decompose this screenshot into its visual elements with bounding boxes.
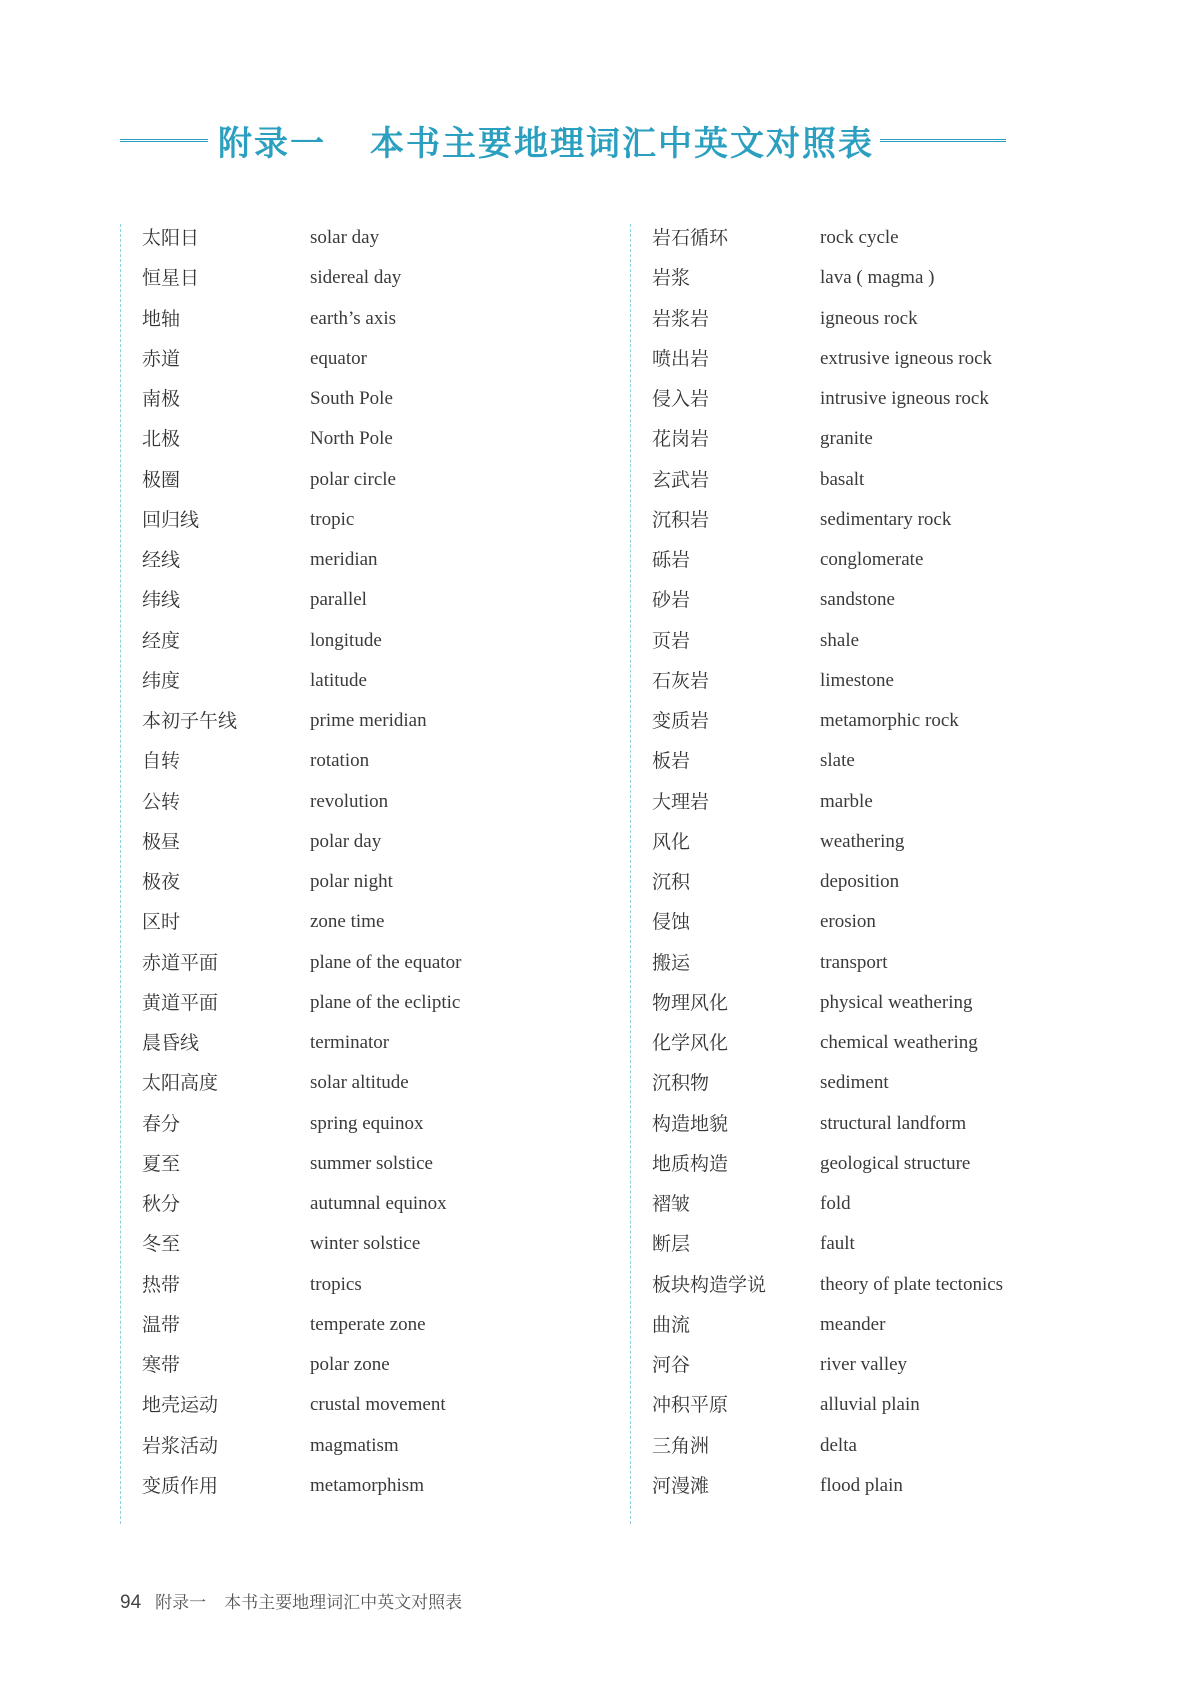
glossary-column-left	[120, 224, 590, 1524]
term-english: plane of the ecliptic	[310, 991, 461, 1013]
term-chinese: 热带	[142, 1273, 181, 1296]
glossary-column-right	[630, 224, 1100, 1524]
term-english: summer solstice	[310, 1152, 433, 1174]
term-english: extrusive igneous rock	[820, 347, 993, 369]
term-chinese: 区时	[142, 911, 181, 934]
glossary-list-right	[652, 226, 1003, 1514]
glossary-entry	[652, 790, 1003, 830]
term-chinese: 砂岩	[652, 589, 691, 612]
term-english: terminator	[310, 1032, 390, 1053]
term-english: limestone	[820, 669, 894, 691]
term-chinese: 风化	[652, 830, 691, 853]
glossary-entry	[142, 307, 461, 347]
glossary-entry	[652, 749, 1003, 789]
glossary-entry	[142, 588, 461, 628]
glossary-entry	[142, 266, 461, 306]
term-chinese: 沉积岩	[652, 508, 710, 531]
glossary-entry	[142, 991, 461, 1031]
glossary-entry	[652, 508, 1003, 548]
glossary-entry	[142, 790, 461, 830]
term-chinese: 沉积	[652, 871, 691, 893]
term-english: slate	[820, 750, 855, 772]
term-english: polar day	[310, 830, 382, 852]
glossary-entry	[142, 669, 461, 709]
term-english: conglomerate	[820, 549, 924, 570]
glossary-entry	[142, 1434, 461, 1474]
glossary-entry	[652, 1353, 1003, 1393]
glossary-entry	[142, 629, 461, 669]
glossary-entry	[652, 1152, 1003, 1192]
term-english: plane of the equator	[310, 951, 462, 973]
term-english: solar day	[310, 227, 380, 248]
glossary-entry	[142, 1152, 461, 1192]
glossary-entry	[142, 1071, 461, 1111]
glossary-entry	[652, 910, 1003, 950]
term-chinese: 搬运	[652, 951, 691, 974]
glossary-entry	[142, 468, 461, 508]
term-english: erosion	[820, 911, 876, 933]
term-english: equator	[310, 347, 367, 369]
term-english: alluvial plain	[820, 1394, 920, 1416]
term-chinese: 极夜	[142, 871, 181, 893]
glossary-entry	[142, 910, 461, 950]
term-english: metamorphism	[310, 1474, 424, 1496]
term-chinese: 纬线	[142, 589, 181, 612]
term-chinese: 极昼	[142, 830, 181, 853]
glossary-entry	[652, 669, 1003, 709]
glossary-entry	[142, 749, 461, 789]
term-english: meridian	[310, 549, 378, 570]
term-chinese: 秋分	[142, 1193, 181, 1215]
term-english: zone time	[310, 911, 385, 933]
glossary-entry	[142, 1232, 461, 1272]
term-english: granite	[820, 428, 873, 450]
term-english: sediment	[820, 1072, 889, 1094]
term-english: earth’s axis	[310, 307, 397, 329]
term-english: igneous rock	[820, 307, 918, 329]
term-chinese: 温带	[142, 1313, 181, 1336]
glossary-entry	[652, 588, 1003, 628]
glossary-entry	[652, 830, 1003, 870]
term-chinese: 赤道	[142, 347, 181, 370]
term-english: geological structure	[820, 1152, 971, 1174]
glossary-entry	[652, 548, 1003, 588]
term-chinese: 太阳高度	[142, 1072, 219, 1095]
glossary-entry	[652, 1071, 1003, 1111]
glossary-entry	[652, 226, 1003, 266]
term-english: autumnal equinox	[310, 1193, 447, 1214]
term-english: solar altitude	[310, 1072, 409, 1094]
glossary-entry	[652, 870, 1003, 910]
header-rule-left	[120, 139, 208, 142]
glossary-entry	[142, 508, 461, 548]
running-prefix: 附录一	[155, 1593, 207, 1613]
term-chinese: 变质作用	[142, 1474, 219, 1497]
term-chinese: 黄道平面	[142, 991, 219, 1014]
glossary-entry	[652, 307, 1003, 347]
term-chinese: 本初子午线	[142, 710, 238, 732]
term-chinese: 构造地貌	[652, 1112, 729, 1135]
term-chinese: 曲流	[652, 1313, 691, 1336]
term-english: sandstone	[820, 589, 895, 611]
glossary-entry	[652, 347, 1003, 387]
term-english: theory of plate tectonics	[820, 1273, 1004, 1295]
term-chinese: 地轴	[142, 307, 181, 330]
term-english: sidereal day	[310, 267, 402, 289]
term-english: deposition	[820, 871, 900, 892]
term-english: delta	[820, 1434, 857, 1456]
term-chinese: 河谷	[652, 1354, 691, 1376]
term-chinese: 寒带	[142, 1354, 181, 1376]
term-chinese: 页岩	[652, 629, 691, 652]
glossary-entry	[142, 387, 461, 427]
glossary-entry	[142, 1192, 461, 1232]
term-chinese: 岩浆岩	[652, 307, 710, 330]
term-english: polar zone	[310, 1354, 390, 1375]
term-chinese: 极圈	[142, 468, 181, 491]
term-chinese: 物理风化	[652, 991, 729, 1014]
term-english: parallel	[310, 589, 367, 611]
term-chinese: 板块构造学说	[652, 1273, 767, 1296]
title-main: 本书主要地理词汇中英文对照表	[370, 123, 874, 164]
glossary-entry	[142, 226, 461, 266]
glossary-entry	[142, 1273, 461, 1313]
glossary-entry	[142, 1031, 461, 1071]
term-english: latitude	[310, 669, 367, 691]
term-english: metamorphic rock	[820, 710, 959, 731]
glossary-entry	[652, 991, 1003, 1031]
term-english: lava ( magma )	[820, 267, 935, 289]
term-chinese: 夏至	[142, 1152, 181, 1175]
term-english: North Pole	[310, 428, 393, 450]
column-divider	[630, 224, 631, 1524]
term-chinese: 岩石循环	[652, 227, 729, 249]
glossary-entry	[142, 951, 461, 991]
term-chinese: 喷出岩	[652, 347, 710, 370]
term-chinese: 经度	[142, 629, 181, 652]
term-english: basalt	[820, 468, 865, 490]
glossary-entry	[652, 1434, 1003, 1474]
glossary-entry	[142, 1353, 461, 1393]
term-chinese: 河漫滩	[652, 1474, 710, 1497]
term-english: fault	[820, 1233, 855, 1255]
term-english: meander	[820, 1313, 886, 1335]
term-chinese: 自转	[142, 750, 181, 773]
page-number: 94	[120, 1592, 142, 1613]
glossary-entry	[142, 1474, 461, 1514]
term-english: temperate zone	[310, 1313, 426, 1335]
page-header	[120, 112, 1060, 168]
term-chinese: 变质岩	[652, 710, 710, 732]
term-english: crustal movement	[310, 1394, 446, 1416]
term-chinese: 岩浆活动	[142, 1434, 219, 1457]
column-divider	[120, 224, 121, 1524]
glossary-entry	[652, 468, 1003, 508]
term-chinese: 侵入岩	[652, 388, 710, 410]
term-chinese: 回归线	[142, 508, 200, 531]
term-chinese: 沉积物	[652, 1072, 710, 1095]
term-english: rock cycle	[820, 227, 899, 248]
glossary-entry	[142, 1313, 461, 1353]
term-english: spring equinox	[310, 1112, 424, 1134]
term-chinese: 南极	[142, 388, 181, 410]
term-english: polar circle	[310, 468, 396, 490]
term-chinese: 玄武岩	[652, 468, 710, 491]
header-rule-right	[880, 139, 1006, 142]
term-english: flood plain	[820, 1474, 903, 1496]
glossary-entry	[652, 266, 1003, 306]
term-chinese: 石灰岩	[652, 669, 710, 692]
term-english: sedimentary rock	[820, 508, 952, 530]
glossary-entry	[142, 830, 461, 870]
glossary-entry	[652, 1313, 1003, 1353]
term-chinese: 冬至	[142, 1233, 181, 1256]
term-chinese: 大理岩	[652, 790, 710, 813]
term-chinese: 三角洲	[652, 1434, 710, 1457]
term-chinese: 赤道平面	[142, 951, 219, 974]
glossary-list-left	[142, 226, 461, 1514]
term-english: weathering	[820, 830, 905, 852]
term-english: tropic	[310, 508, 355, 530]
term-chinese: 春分	[142, 1112, 181, 1135]
running-title	[155, 1588, 462, 1613]
term-chinese: 地壳运动	[142, 1394, 219, 1417]
term-english: structural landform	[820, 1112, 967, 1134]
glossary-entry	[142, 709, 461, 749]
glossary-entry	[652, 951, 1003, 991]
glossary-entry	[652, 1031, 1003, 1071]
term-english: fold	[820, 1193, 851, 1214]
glossary-entry	[652, 427, 1003, 467]
glossary-entry	[142, 870, 461, 910]
term-chinese: 恒星日	[142, 267, 200, 290]
term-english: transport	[820, 951, 888, 973]
glossary-entry	[142, 1112, 461, 1152]
term-english: intrusive igneous rock	[820, 388, 989, 409]
term-english: prime meridian	[310, 710, 427, 731]
glossary-entry	[142, 548, 461, 588]
term-chinese: 花岗岩	[652, 428, 710, 451]
term-chinese: 断层	[652, 1233, 691, 1256]
term-english: magmatism	[310, 1434, 399, 1456]
term-english: rotation	[310, 750, 370, 772]
running-title-text: 本书主要地理词汇中英文对照表	[224, 1593, 463, 1613]
glossary-entry	[652, 387, 1003, 427]
term-chinese: 砾岩	[652, 549, 691, 571]
glossary-entry	[652, 1192, 1003, 1232]
term-english: South Pole	[310, 388, 393, 409]
term-english: physical weathering	[820, 991, 973, 1013]
term-chinese: 经线	[142, 549, 181, 571]
term-chinese: 太阳日	[142, 227, 200, 249]
term-english: river valley	[820, 1354, 908, 1375]
term-chinese: 晨昏线	[142, 1032, 200, 1054]
glossary-entry	[652, 1273, 1003, 1313]
page-footer	[120, 1588, 462, 1614]
term-chinese: 北极	[142, 428, 181, 451]
term-english: shale	[820, 629, 860, 651]
glossary-entry	[142, 427, 461, 467]
term-chinese: 冲积平原	[652, 1394, 729, 1417]
term-chinese: 岩浆	[652, 267, 691, 290]
term-english: tropics	[310, 1273, 362, 1295]
glossary-entry	[142, 347, 461, 387]
term-english: winter solstice	[310, 1233, 421, 1255]
term-english: marble	[820, 790, 873, 812]
glossary-entry	[652, 1112, 1003, 1152]
term-chinese: 纬度	[142, 669, 181, 692]
term-english: polar night	[310, 871, 393, 892]
term-english: revolution	[310, 790, 389, 812]
glossary-entry	[652, 1474, 1003, 1514]
glossary-entry	[652, 1232, 1003, 1272]
term-english: longitude	[310, 629, 382, 651]
term-chinese: 公转	[142, 790, 181, 813]
glossary-entry	[652, 709, 1003, 749]
glossary-entry	[652, 1393, 1003, 1433]
term-chinese: 地质构造	[652, 1152, 729, 1175]
title-prefix: 附录一	[218, 123, 326, 164]
term-chinese: 板岩	[652, 750, 691, 773]
term-english: chemical weathering	[820, 1032, 978, 1053]
glossary-entry	[652, 629, 1003, 669]
term-chinese: 侵蚀	[652, 911, 691, 934]
glossary-entry	[142, 1393, 461, 1433]
page-title	[218, 116, 874, 165]
term-chinese: 褶皱	[652, 1193, 691, 1215]
term-chinese: 化学风化	[652, 1032, 729, 1054]
